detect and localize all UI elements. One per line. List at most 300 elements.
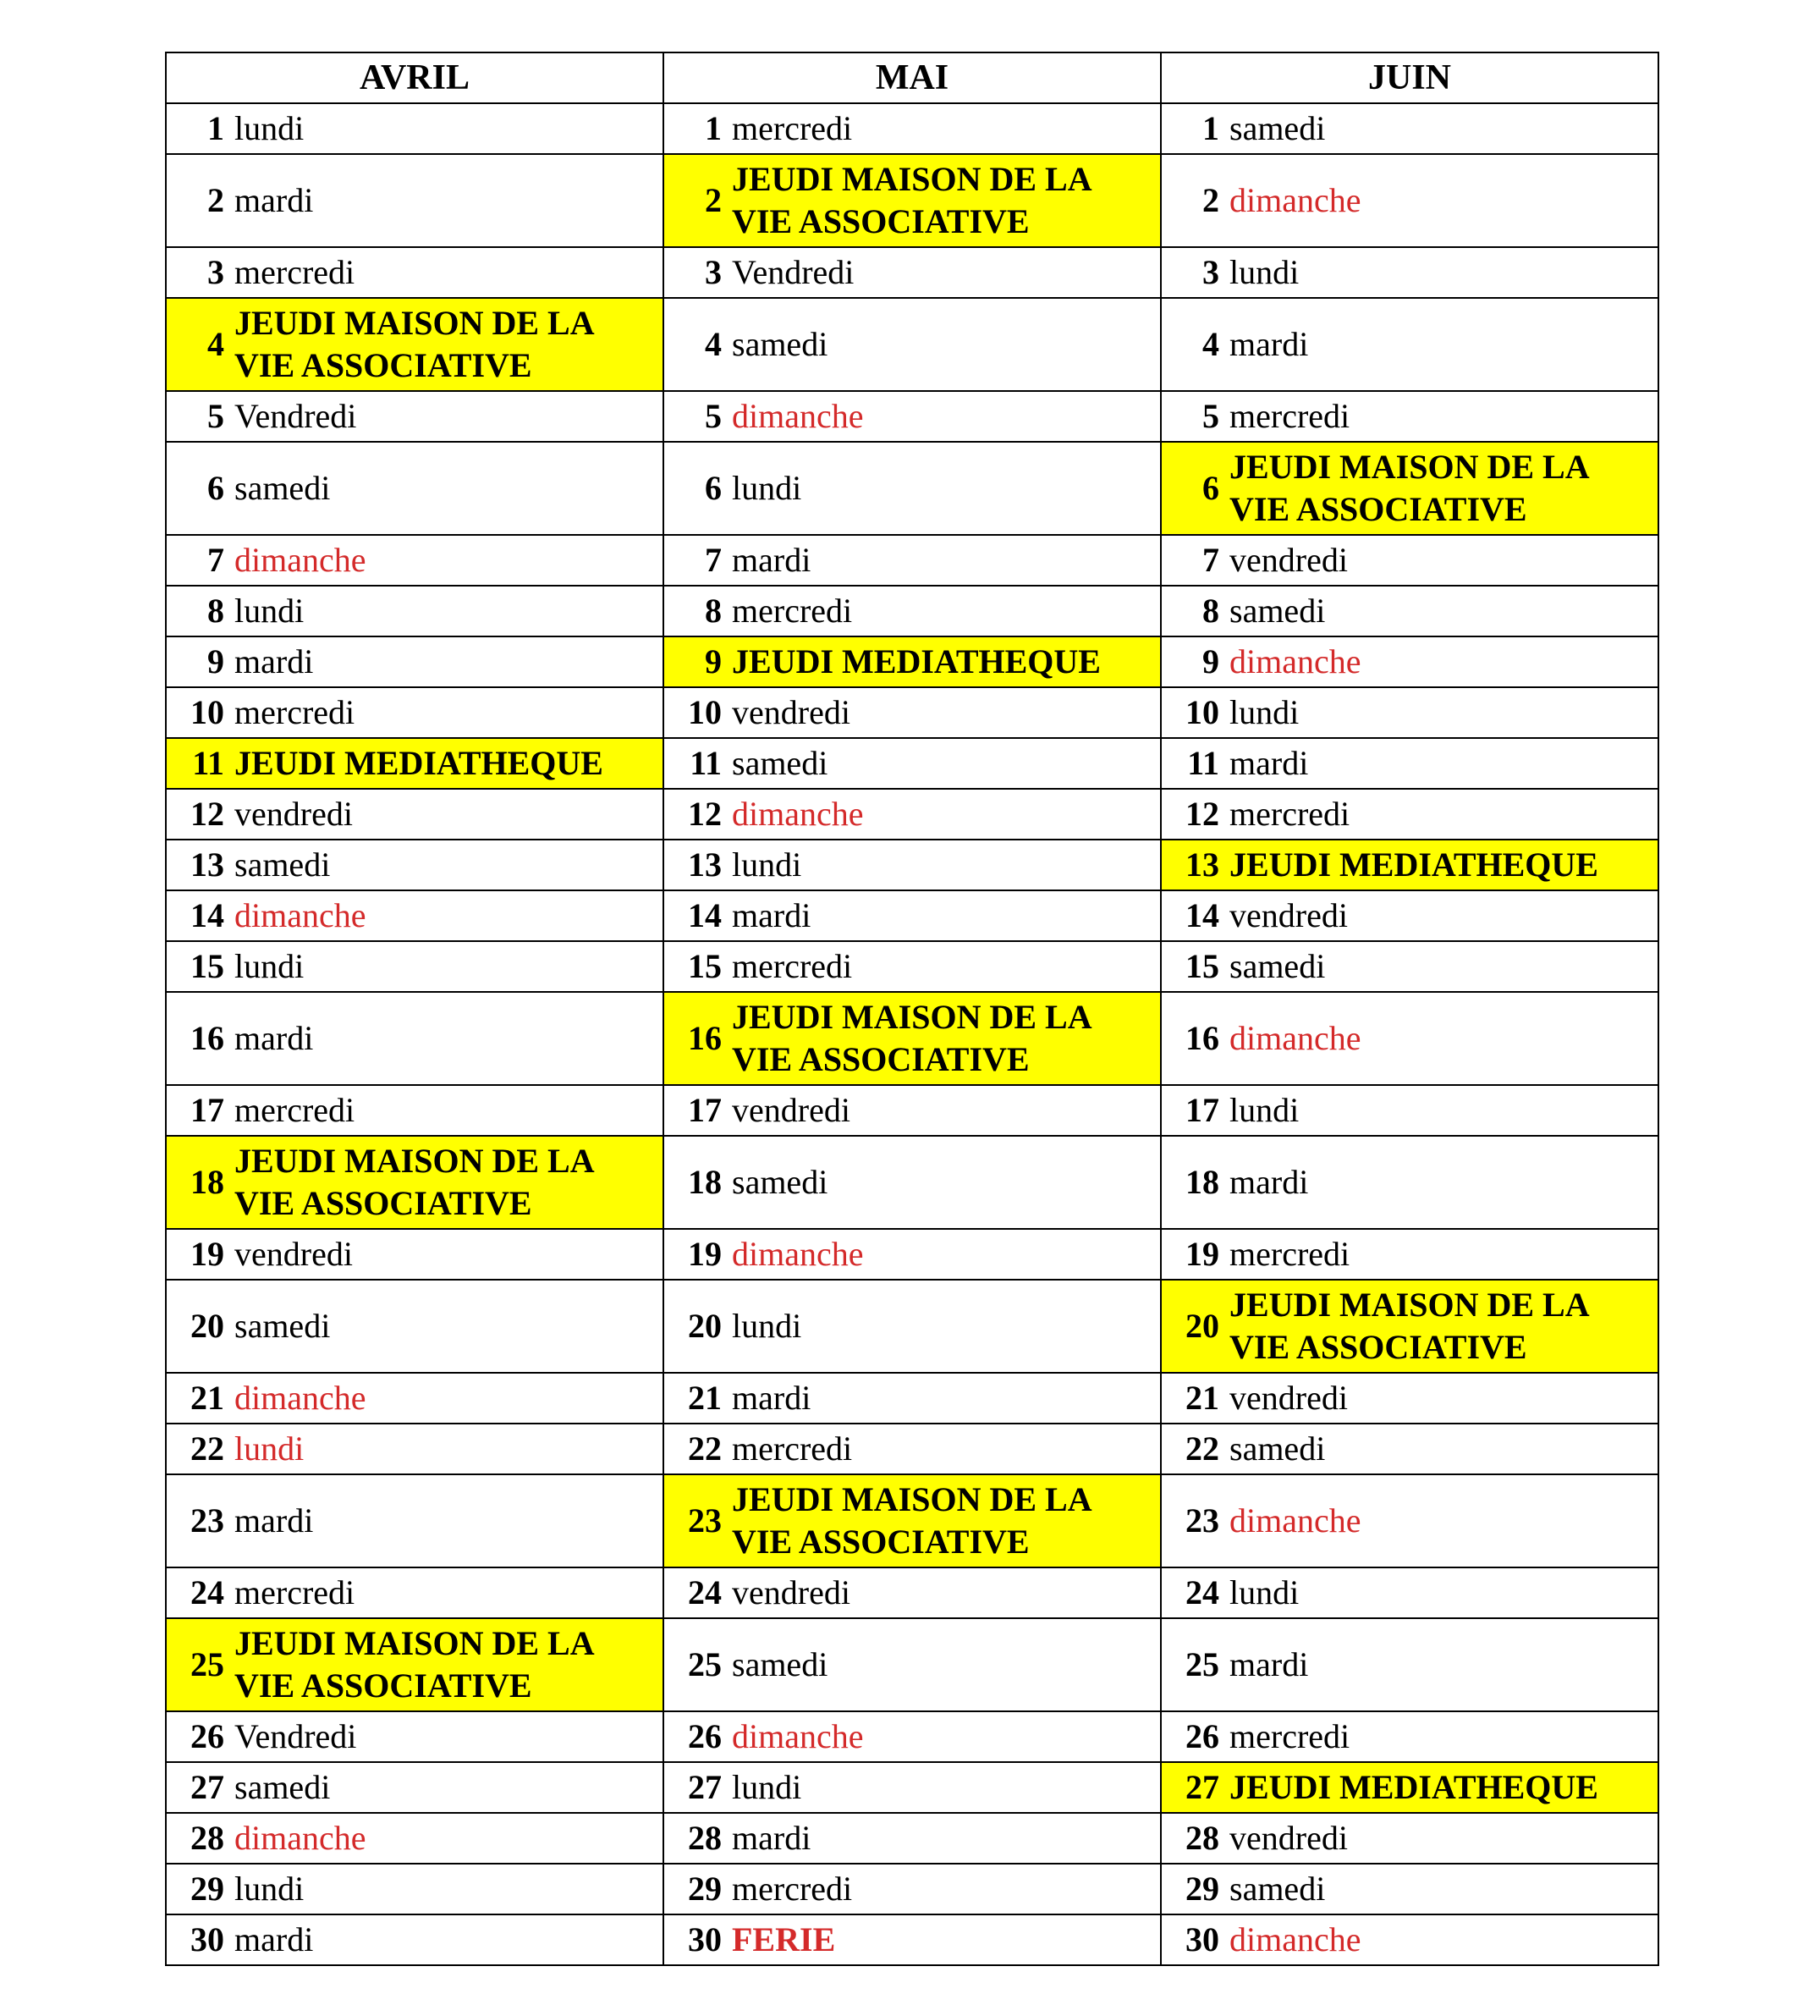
weekday-label: mercredi [732,592,853,630]
day-number: 20 [688,1307,722,1345]
weekday-label: samedi [1229,1429,1326,1468]
day-number: 3 [207,253,224,291]
day-entry [664,1233,1160,1275]
weekday-label: mardi [1229,1645,1309,1683]
day-number: 16 [1185,1019,1219,1057]
day-number: 28 [190,1819,224,1857]
event-label: JEUDI MAISON DE LA VIE ASSOCIATIVE [732,160,1091,240]
day-entry [1162,1233,1658,1275]
day-entry [664,1161,1160,1204]
weekday-label: samedi [1229,1870,1326,1908]
day-number: 3 [705,253,722,291]
day-entry [167,251,663,294]
day-number: 25 [688,1645,722,1683]
day-cell-avril [166,840,663,890]
weekday-label: Vendredi [234,1717,357,1755]
weekday-label: dimanche [732,1235,864,1273]
weekday-label: mercredi [732,1429,853,1468]
day-cell-mai [663,789,1161,840]
day-number: 28 [688,1819,722,1857]
weekday-label: samedi [1229,592,1326,630]
day-entry [664,895,1160,937]
day-entry [1162,590,1658,632]
weekday-label: mercredi [234,253,355,291]
day-cell-avril [166,687,663,738]
day-cell-juin [1161,1914,1658,1965]
weekday-label: samedi [732,1163,828,1201]
day-number: 11 [690,744,722,782]
weekday-label: mercredi [732,109,853,147]
day-entry [1162,251,1658,294]
weekday-label: lundi [234,947,305,985]
weekday-label: lundi [234,1870,305,1908]
day-entry [1162,1089,1658,1132]
day-entry [664,844,1160,886]
weekday-label: samedi [234,846,331,884]
day-cell-juin [1161,1136,1658,1229]
weekday-label: mercredi [1229,397,1350,435]
day-number: 29 [688,1870,722,1908]
day-number: 29 [1185,1870,1219,1908]
day-entry [664,590,1160,632]
event-label: JEUDI MEDIATHEQUE [234,744,603,782]
day-cell-mai [663,1085,1161,1136]
day-entry [664,1766,1160,1809]
weekday-label: lundi [234,1429,305,1468]
day-number: 16 [688,1019,722,1057]
weekday-label: mardi [234,181,314,219]
day-number: 18 [688,1163,722,1201]
weekday-label: lundi [732,469,802,507]
day-entry [664,1479,1160,1563]
weekday-label: dimanche [1229,642,1361,680]
weekday-label: samedi [1229,947,1326,985]
calendar-table [165,52,1659,1966]
day-cell-juin [1161,1567,1658,1618]
day-cell-juin [1161,391,1658,442]
day-cell-mai [663,1280,1161,1373]
day-entry [167,1233,663,1275]
day-entry [1162,641,1658,683]
weekday-label: mercredi [1229,1235,1350,1273]
day-entry [1162,107,1658,150]
weekday-label: dimanche [1229,181,1361,219]
day-entry [664,996,1160,1081]
day-entry [167,1716,663,1758]
day-cell-mai [663,890,1161,941]
day-cell-avril [166,1864,663,1914]
day-cell-juin [1161,1474,1658,1567]
day-cell-avril [166,1618,663,1711]
day-entry [167,641,663,683]
day-cell-juin [1161,247,1658,298]
day-number: 3 [1202,253,1219,291]
day-number: 12 [688,795,722,833]
day-number: 6 [207,469,224,507]
day-cell-avril [166,535,663,586]
day-number: 10 [1185,693,1219,731]
day-entry [167,1140,663,1225]
day-entry [664,945,1160,988]
day-entry [1162,1716,1658,1758]
day-entry [664,742,1160,785]
day-number: 17 [1185,1091,1219,1129]
day-entry [664,1644,1160,1686]
day-cell-mai [663,1373,1161,1424]
day-cell-avril [166,1085,663,1136]
day-entry [167,179,663,222]
event-label: JEUDI MAISON DE LA VIE ASSOCIATIVE [732,1480,1091,1561]
day-entry [664,1572,1160,1614]
day-cell-avril [166,1229,663,1280]
event-label: JEUDI MAISON DE LA VIE ASSOCIATIVE [234,1624,593,1705]
day-entry [1162,1644,1658,1686]
day-number: 8 [1202,592,1219,630]
day-entry [664,467,1160,510]
weekday-label: samedi [234,1768,331,1806]
day-entry [167,742,663,785]
day-number: 4 [207,325,224,363]
day-entry [1162,1572,1658,1614]
table-row [166,1424,1658,1474]
month-header-avril: AVRIL [166,52,663,103]
weekday-label: mardi [732,896,811,934]
table-row [166,586,1658,636]
day-number: 2 [207,181,224,219]
day-cell-mai [663,247,1161,298]
day-entry [167,467,663,510]
day-number: 30 [1185,1920,1219,1958]
day-number: 21 [1185,1379,1219,1417]
day-entry [664,1377,1160,1419]
day-number: 29 [190,1870,224,1908]
day-entry [167,1572,663,1614]
day-cell-juin [1161,840,1658,890]
day-number: 27 [688,1768,722,1806]
weekday-label: mercredi [234,1573,355,1611]
day-number: 1 [705,109,722,147]
weekday-label: lundi [234,592,305,630]
day-number: 18 [1185,1163,1219,1201]
weekday-label: FERIE [732,1920,836,1958]
day-cell-mai [663,687,1161,738]
day-entry [167,1817,663,1859]
day-entry [167,895,663,937]
day-entry [167,590,663,632]
weekday-label: vendredi [234,795,353,833]
day-cell-juin [1161,789,1658,840]
event-label: JEUDI MAISON DE LA VIE ASSOCIATIVE [234,1142,593,1222]
weekday-label: mercredi [1229,1717,1350,1755]
day-cell-juin [1161,535,1658,586]
weekday-label: samedi [732,1645,828,1683]
day-cell-avril [166,992,663,1085]
day-entry [1162,446,1658,531]
weekday-label: vendredi [732,1573,850,1611]
day-cell-mai [663,840,1161,890]
table-row [166,103,1658,154]
day-entry [1162,1919,1658,1961]
day-cell-mai [663,1914,1161,1965]
weekday-label: lundi [732,1768,802,1806]
table-row [166,687,1658,738]
day-number: 30 [688,1920,722,1958]
table-row [166,1567,1658,1618]
weekday-label: dimanche [234,1819,366,1857]
day-number: 14 [688,896,722,934]
day-cell-mai [663,154,1161,247]
day-number: 15 [190,947,224,985]
day-number: 7 [1202,541,1219,579]
table-row [166,1474,1658,1567]
day-entry [167,1377,663,1419]
day-entry [167,1868,663,1910]
day-entry [167,844,663,886]
day-number: 6 [705,469,722,507]
header-row [166,52,1658,103]
weekday-label: samedi [234,1307,331,1345]
weekday-label: mardi [234,642,314,680]
table-row [166,1864,1658,1914]
day-cell-juin [1161,1085,1658,1136]
day-entry [1162,844,1658,886]
weekday-label: vendredi [732,693,850,731]
table-row [166,1280,1658,1373]
weekday-label: lundi [1229,1091,1300,1129]
day-cell-mai [663,1136,1161,1229]
table-row [166,636,1658,687]
day-number: 1 [1202,109,1219,147]
day-cell-juin [1161,103,1658,154]
day-cell-juin [1161,1424,1658,1474]
day-entry [1162,793,1658,835]
day-entry [167,539,663,581]
table-row [166,992,1658,1085]
day-number: 12 [190,795,224,833]
day-cell-avril [166,941,663,992]
day-cell-avril [166,442,663,535]
day-entry [664,158,1160,243]
table-row [166,154,1658,247]
day-cell-juin [1161,1229,1658,1280]
day-number: 17 [190,1091,224,1129]
weekday-label: mardi [234,1019,314,1057]
day-cell-juin [1161,154,1658,247]
weekday-label: mardi [1229,325,1309,363]
day-entry [167,793,663,835]
weekday-label: vendredi [234,1235,353,1273]
day-cell-mai [663,1762,1161,1813]
weekday-label: samedi [732,325,828,363]
weekday-label: mercredi [234,1091,355,1129]
day-entry [1162,539,1658,581]
day-entry [664,1919,1160,1961]
day-cell-juin [1161,298,1658,391]
day-cell-avril [166,1914,663,1965]
day-cell-mai [663,1618,1161,1711]
weekday-label: mercredi [732,1870,853,1908]
day-number: 19 [190,1235,224,1273]
day-cell-mai [663,941,1161,992]
table-row [166,1914,1658,1965]
day-entry [664,1305,1160,1347]
day-entry [1162,945,1658,988]
day-cell-avril [166,1711,663,1762]
day-number: 25 [1185,1645,1219,1683]
table-row [166,535,1658,586]
day-cell-mai [663,636,1161,687]
day-number: 25 [190,1645,224,1683]
event-label: JEUDI MAISON DE LA VIE ASSOCIATIVE [234,304,593,384]
day-entry [1162,1377,1658,1419]
day-cell-juin [1161,586,1658,636]
day-entry [664,251,1160,294]
table-row [166,1762,1658,1813]
month-header-juin: JUIN [1161,52,1658,103]
day-entry [1162,1868,1658,1910]
day-number: 16 [190,1019,224,1057]
day-entry [1162,1161,1658,1204]
day-cell-juin [1161,1762,1658,1813]
day-entry [1162,691,1658,734]
event-label: JEUDI MAISON DE LA VIE ASSOCIATIVE [1229,1286,1588,1366]
day-number: 22 [688,1429,722,1468]
table-row [166,1229,1658,1280]
day-entry [664,395,1160,438]
day-number: 19 [688,1235,722,1273]
day-cell-juin [1161,1813,1658,1864]
day-cell-mai [663,442,1161,535]
day-number: 11 [192,744,224,782]
day-number: 10 [190,693,224,731]
day-number: 8 [705,592,722,630]
table-row [166,391,1658,442]
day-cell-avril [166,636,663,687]
weekday-label: dimanche [234,1379,366,1417]
day-entry [1162,323,1658,366]
day-cell-mai [663,1711,1161,1762]
day-entry [167,107,663,150]
day-cell-mai [663,586,1161,636]
table-row [166,890,1658,941]
day-number: 15 [688,947,722,985]
day-number: 27 [190,1768,224,1806]
weekday-label: Vendredi [234,397,357,435]
day-cell-juin [1161,890,1658,941]
day-number: 19 [1185,1235,1219,1273]
day-number: 7 [207,541,224,579]
weekday-label: vendredi [732,1091,850,1129]
day-cell-avril [166,1373,663,1424]
weekday-label: mardi [732,1819,811,1857]
day-number: 14 [1185,896,1219,934]
calendar-body [166,103,1658,1965]
weekday-label: lundi [1229,1573,1300,1611]
day-number: 13 [688,846,722,884]
day-entry [1162,1428,1658,1470]
day-number: 9 [1202,642,1219,680]
day-number: 5 [705,397,722,435]
event-label: JEUDI MEDIATHEQUE [732,642,1101,680]
day-entry [1162,1766,1658,1809]
weekday-label: dimanche [1229,1920,1361,1958]
day-cell-mai [663,103,1161,154]
day-cell-avril [166,1424,663,1474]
month-header-mai: MAI [663,52,1161,103]
weekday-label: lundi [1229,253,1300,291]
day-cell-avril [166,1136,663,1229]
day-cell-mai [663,1474,1161,1567]
day-entry [167,1622,663,1707]
day-cell-mai [663,1424,1161,1474]
weekday-label: lundi [732,1307,802,1345]
table-row [166,1136,1658,1229]
day-number: 20 [1185,1307,1219,1345]
weekday-label: dimanche [732,1717,864,1755]
day-cell-avril [166,154,663,247]
day-entry [664,1868,1160,1910]
day-number: 22 [190,1429,224,1468]
day-number: 4 [1202,325,1219,363]
day-entry [664,107,1160,150]
day-number: 23 [1185,1501,1219,1540]
day-number: 21 [190,1379,224,1417]
day-cell-juin [1161,941,1658,992]
day-cell-juin [1161,442,1658,535]
day-entry [664,1817,1160,1859]
day-entry [664,691,1160,734]
weekday-label: mardi [732,1379,811,1417]
day-cell-avril [166,247,663,298]
day-number: 11 [1187,744,1219,782]
weekday-label: lundi [234,109,305,147]
day-cell-juin [1161,1711,1658,1762]
day-number: 5 [1202,397,1219,435]
day-entry [167,945,663,988]
weekday-label: dimanche [1229,1501,1361,1540]
day-entry [1162,895,1658,937]
day-number: 17 [688,1091,722,1129]
day-number: 26 [688,1717,722,1755]
calendar-header [166,52,1658,103]
day-number: 1 [207,109,224,147]
day-number: 2 [705,181,722,219]
table-row [166,1711,1658,1762]
weekday-label: vendredi [1229,1819,1348,1857]
weekday-label: lundi [732,846,802,884]
day-cell-avril [166,890,663,941]
day-entry [167,302,663,387]
day-cell-mai [663,992,1161,1085]
table-row [166,1085,1658,1136]
day-number: 6 [1202,469,1219,507]
day-number: 28 [1185,1819,1219,1857]
event-label: JEUDI MEDIATHEQUE [1229,1768,1598,1806]
day-number: 30 [190,1920,224,1958]
day-cell-juin [1161,992,1658,1085]
day-number: 24 [190,1573,224,1611]
day-entry [1162,1817,1658,1859]
day-cell-avril [166,586,663,636]
day-cell-juin [1161,1864,1658,1914]
day-cell-avril [166,1762,663,1813]
day-number: 27 [1185,1768,1219,1806]
weekday-label: mercredi [1229,795,1350,833]
day-entry [167,1305,663,1347]
table-row [166,789,1658,840]
event-label: JEUDI MEDIATHEQUE [1229,846,1598,884]
day-number: 23 [688,1501,722,1540]
